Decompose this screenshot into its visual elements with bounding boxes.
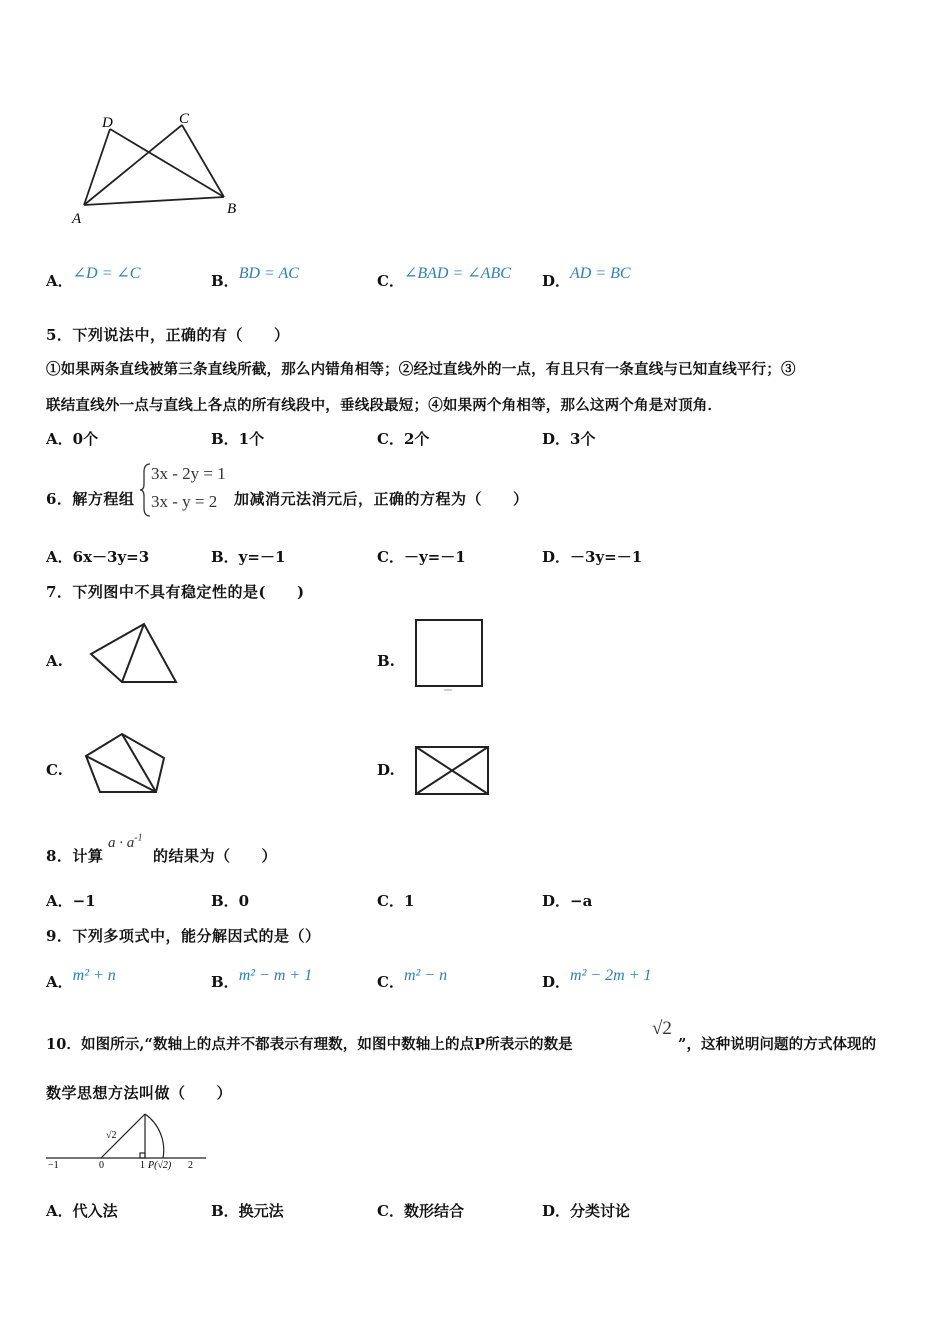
q8-prefix: 8．计算 [46,847,104,865]
q5-option-c[interactable]: C．2个 [377,430,430,448]
q5-option-a[interactable]: A．0个 [46,430,99,448]
q6-suffix: 加减消元法消元后，正确的方程为（ ） [234,490,529,508]
axis-zero: 0 [99,1160,104,1171]
q4-option-d[interactable]: D．AD = BC [542,265,631,290]
q9-title: 9．下列多项式中，能分解因式的是（） [46,927,321,945]
q6-option-c[interactable]: C．－y=－1 [377,548,466,566]
q4-option-c[interactable]: C．∠BAD = ∠ABC [377,265,511,290]
q5-title: 5．下列说法中，正确的有（ ） [46,326,290,344]
q7-label-c[interactable]: C. [46,761,63,779]
q5-line1: ①如果两条直线被第三条直线所截，那么内错角相等；②经过直线外的一点，有且只有一条直线与已知直线平行；③ [46,361,796,378]
q10-option-c[interactable]: C．数形结合 [377,1202,464,1220]
q8-expression: $a \cdot a^{-1}$ [108,832,143,851]
q6-eq1: 3x - 2y = 1 [151,464,226,483]
q6-brace-icon [138,462,152,518]
q7-label-a[interactable]: A. [46,652,63,670]
q8-option-d[interactable]: D．−a [542,892,593,910]
axis-minus-one: −1 [48,1160,59,1171]
q7-figure-d [412,744,492,798]
q8-option-c[interactable]: C．1 [377,892,415,910]
q10-option-a[interactable]: A．代入法 [46,1202,118,1220]
q10-line2: 数学思想方法叫做（ ） [46,1084,233,1102]
q6-option-b[interactable]: B．y=－1 [211,548,286,566]
axis-two: 2 [188,1160,193,1171]
q5-option-d[interactable]: D．3个 [542,430,596,448]
q4-option-b[interactable]: B．BD = AC [211,265,299,290]
q9-option-a[interactable]: A．m² + n [46,967,116,991]
label-b: B [227,201,237,217]
q9-option-d[interactable]: D．m² − 2m + 1 [542,967,652,991]
q6-option-a[interactable]: A．6x－3y=3 [46,548,150,566]
q8-option-a[interactable]: A．−1 [46,892,96,910]
q7-figure-a [86,618,182,688]
q4-option-a[interactable]: A．∠D = ∠C [46,265,141,290]
q7-figure-b [412,616,488,694]
q5-line2: 联结直线外一点与直线上各点的所有线段中，垂线段最短；④如果两个角相等，那么这两个角是对顶角． [46,397,723,414]
q10-option-d[interactable]: D．分类讨论 [542,1202,631,1220]
q7-title: 7．下列图中不具有稳定性的是( ) [46,583,305,601]
q10-line1-b: ”，这种说明问题的方式体现的 [678,1036,877,1053]
q8-suffix: 的结果为（ ） [153,847,278,865]
q9-option-b[interactable]: B．m² − m + 1 [211,967,313,991]
axis-one: 1 [140,1160,145,1171]
label-d: D [102,115,113,131]
q5-option-b[interactable]: B．1个 [211,430,265,448]
q8-option-b[interactable]: B．0 [211,892,250,910]
q10-option-b[interactable]: B．换元法 [211,1202,284,1220]
q6-prefix: 6．解方程组 [46,490,135,508]
q10-number-line-figure [44,1110,214,1176]
axis-point-p: P(√2) [148,1160,172,1171]
q10-line1-a: 10．如图所示,“数轴上的点并不都表示有理数，如图中数轴上的点P所表示的数是 [46,1036,573,1053]
q9-option-c[interactable]: C．m² − n [377,967,448,991]
label-a: A [72,211,82,227]
q7-label-d[interactable]: D. [377,761,395,779]
hypotenuse-label: √2 [106,1130,117,1141]
label-c: C [179,111,190,127]
q4-triangle-figure [60,105,260,235]
q6-eq2: 3x - y = 2 [151,492,218,511]
q6-option-d[interactable]: D．－3y=－1 [542,548,643,566]
q7-label-b[interactable]: B. [377,652,395,670]
q7-figure-c [82,730,168,796]
q10-sqrt2: √2 [652,1018,672,1039]
